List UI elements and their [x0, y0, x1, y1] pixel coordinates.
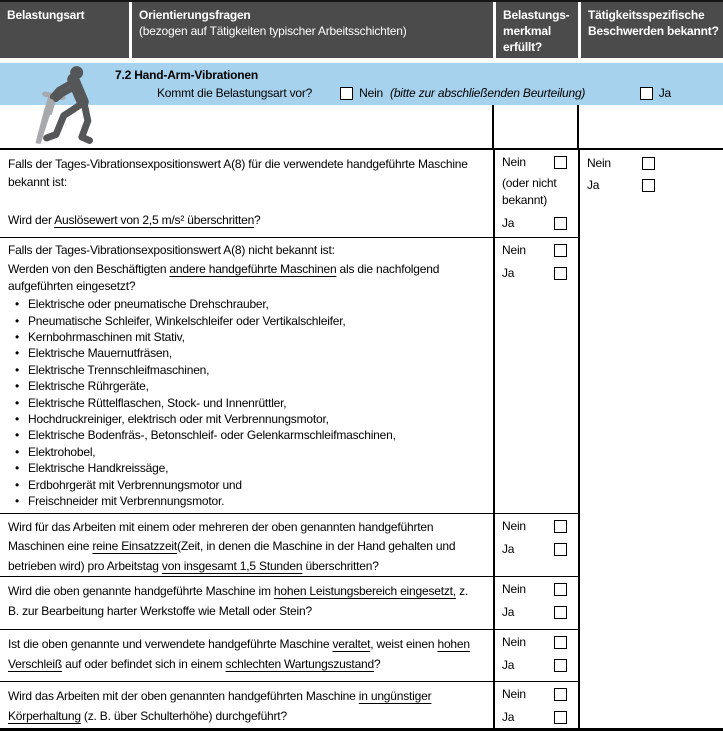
machine-list-item: • Elektrische Rührgeräte, — [14, 378, 481, 394]
phrase: ? — [254, 213, 261, 227]
question-4-text — [0, 577, 493, 629]
section-banner — [0, 63, 723, 105]
answer-line — [587, 156, 655, 170]
row3-merkmal-nein-checkbox[interactable] — [554, 520, 567, 533]
worker-with-jackhammer-icon — [6, 64, 94, 150]
answer-line — [502, 519, 567, 533]
row5-merkmal-nein-checkbox[interactable] — [554, 636, 567, 649]
row3-merkmal-ja-checkbox[interactable] — [554, 543, 567, 556]
row4-merkmal-nein-checkbox[interactable] — [554, 583, 567, 596]
phrase: Wird das Arbeiten mit der oben genannten handgeführten Maschine — [8, 689, 359, 703]
row4-merkmal-ja-checkbox[interactable] — [554, 606, 567, 619]
row1-beschwerden-nein-checkbox[interactable] — [642, 157, 655, 170]
underlined-phrase: hohen Leistungsbereich eingesetzt, — [273, 584, 456, 598]
answer-line — [502, 605, 567, 619]
row6-merkmal-ja-label: Ja — [502, 710, 515, 724]
question-1-text — [8, 211, 481, 233]
header-cell-belastungsmerkmal: Belastungs-merkmal erfüllt? — [493, 2, 578, 58]
phrase: Falls der Tages-Vibrationsexpositionswert A(8) für die verwendete handgeführte Maschine bekannt ist: — [8, 157, 468, 189]
question-row-5 — [0, 630, 578, 682]
answer-line — [502, 582, 567, 596]
row1-merkmal-nein-checkbox[interactable] — [554, 156, 567, 169]
answer-1-cell — [493, 150, 578, 237]
machine-list-item: • Elektrische Rüttelflaschen, Stock- und Innenrüttler, — [14, 395, 481, 411]
question-2-lead — [8, 242, 481, 258]
beschwerden-column — [578, 150, 723, 728]
phrase: (z. B. über Schulterhöhe) durchgeführt? — [80, 709, 287, 723]
question-1-lead — [8, 155, 481, 191]
question-1-cell — [0, 150, 493, 237]
row1-beschwerden-ja-checkbox[interactable] — [642, 179, 655, 192]
header-orientierungsfragen-sub: (bezogen auf Tätigkeiten typischer Arbeitsschichten) — [139, 24, 407, 38]
underlined-phrase: Auslösewert von 2,5 m/s² überschritten — [54, 213, 255, 227]
phrase: als die nachfolgend aufgeführten eingesetzt? — [8, 262, 440, 293]
machine-list-item: • Elektrohobel, — [14, 444, 481, 460]
phrase: ? — [374, 657, 381, 671]
table-header — [0, 2, 723, 58]
underlined-phrase: andere handgeführte Maschinen — [169, 262, 337, 277]
header-cell-orientierungsfragen — [129, 2, 493, 58]
answer-6-cell — [493, 682, 578, 728]
machine-list-item: • Pneumatische Schleifer, Winkelschleifer oder Vertikalschleifer, — [14, 313, 481, 329]
section-nein-note: (bitte zur abschließenden Beurteilung) — [390, 86, 586, 100]
underlined-phrase: in ungünstiger Körperhaltung — [8, 689, 432, 723]
question-row-2 — [0, 238, 578, 514]
section-title: 7.2 Hand-Arm-Vibrationen — [115, 68, 259, 82]
row1-merkmal-nein-label: Nein — [502, 155, 526, 169]
phrase: Falls der Tages-Vibrationsexpositionswert A(8) nicht bekannt ist: — [8, 243, 335, 257]
underlined-phrase: veraltet — [332, 637, 371, 651]
answer-5-cell — [493, 630, 578, 681]
section-question: Kommt die Belastungsart vor? — [157, 86, 313, 100]
answer-line — [502, 542, 567, 556]
row5-merkmal-ja-checkbox[interactable] — [554, 659, 567, 672]
row5-merkmal-nein-label: Nein — [502, 635, 526, 649]
column-divider — [577, 105, 579, 148]
underlined-phrase: hohen Verschleiß — [8, 637, 470, 671]
answer-line — [502, 243, 567, 257]
section-ja-group — [612, 85, 671, 102]
machine-list-item: • Hochdruckreiniger, elektrisch oder mit Verbrennungsmotor, — [14, 411, 481, 427]
row1-merkmal-nein-note: (oder nicht bekannt) — [502, 176, 557, 207]
row2-merkmal-ja-label: Ja — [502, 266, 515, 280]
phrase: auf oder befindet sich in einem — [62, 657, 226, 671]
answer-line — [502, 266, 567, 280]
section-nein-checkbox[interactable] — [340, 87, 353, 100]
answer-4-cell — [493, 577, 578, 629]
row1-merkmal-ja-label: Ja — [502, 216, 515, 230]
machine-list-item: • Kernbohrmaschinen mit Stativ, — [14, 329, 481, 345]
machine-list — [14, 296, 481, 509]
question-3-text — [0, 514, 493, 576]
grid-gap-band — [0, 105, 723, 148]
phrase: , weist einen — [370, 637, 438, 651]
machine-list-item: • Elektrische oder pneumatische Drehschrauber, — [14, 296, 481, 312]
question-row-3 — [0, 514, 578, 577]
question-5-text — [0, 630, 493, 681]
phrase: Wird der — [8, 213, 55, 227]
question-row-1 — [0, 150, 578, 238]
question-row-6 — [0, 682, 578, 728]
answer-line — [502, 687, 567, 701]
phrase: z. B. zur Bearbeitung harter Werkstoffe wie Metall oder Stein? — [8, 584, 469, 618]
phrase: überschritten? — [302, 558, 379, 573]
machine-list-item: • Elektrische Bodenfräs-, Betonschleif- oder Gelenkarmschleifmaschinen, — [14, 427, 481, 443]
answer-line — [587, 178, 655, 192]
question-6-text — [0, 682, 493, 728]
row1-merkmal-ja-checkbox[interactable] — [554, 217, 567, 230]
section-question-line — [157, 85, 723, 102]
header-cell-beschwerden: Tätigkeitsspezifische Beschwerden bekannt? — [578, 2, 723, 58]
answer-2-cell — [493, 238, 578, 513]
answer-line — [502, 216, 567, 230]
question-rows — [0, 150, 578, 728]
underlined-phrase: reine Einsatzzeit — [92, 539, 178, 554]
question-2-text — [8, 261, 481, 294]
row2-merkmal-nein-label: Nein — [502, 243, 526, 257]
row6-merkmal-nein-checkbox[interactable] — [554, 688, 567, 701]
row2-merkmal-ja-checkbox[interactable] — [554, 267, 567, 280]
row6-merkmal-ja-checkbox[interactable] — [554, 711, 567, 724]
answer-line — [502, 635, 567, 649]
row1-beschwerden-ja-label: Ja — [587, 178, 600, 192]
machine-list-item: • Elektrische Handkreissäge, — [14, 460, 481, 476]
underlined-phrase: von insgesamt 1,5 Stunden — [161, 558, 303, 573]
question-row-4 — [0, 577, 578, 630]
phrase: Ist die oben genannte und verwendete handgeführte Maschine — [8, 637, 333, 651]
machine-list-item: • Elektrische Trennschleifmaschinen, — [14, 362, 481, 378]
section-ja-checkbox[interactable] — [640, 87, 653, 100]
header-orientierungsfragen-title: Orientierungsfragen — [139, 8, 251, 22]
row3-merkmal-ja-label: Ja — [502, 542, 515, 556]
row4-merkmal-nein-label: Nein — [502, 582, 526, 596]
question-table — [0, 148, 723, 731]
phrase: Werden von den Beschäftigten — [8, 262, 170, 277]
answer-line — [502, 658, 567, 672]
row3-merkmal-nein-label: Nein — [502, 519, 526, 533]
machine-list-item: • Erdbohrgerät mit Verbrennungsmotor und — [14, 477, 481, 493]
section-nein-label: Nein — [359, 86, 384, 100]
row1-beschwerden-nein-label: Nein — [587, 156, 611, 170]
answer-line — [502, 710, 567, 724]
row6-merkmal-nein-label: Nein — [502, 687, 526, 701]
row2-merkmal-nein-checkbox[interactable] — [554, 244, 567, 257]
row5-merkmal-ja-label: Ja — [502, 658, 515, 672]
phrase: Wird für das Arbeiten mit einem oder mehreren der oben genannten handgeführten Maschinen eine — [8, 520, 434, 554]
question-2-cell — [0, 238, 493, 513]
column-divider — [492, 105, 494, 148]
answer-3-cell — [493, 514, 578, 576]
underlined-phrase: schlechten Wartungszustand — [225, 657, 374, 671]
machine-list-item: • Elektrische Mauernutfräsen, — [14, 345, 481, 361]
header-cell-belastungsart: Belastungsart — [7, 8, 85, 22]
phrase: Wird die oben genannte handgeführte Maschine im — [8, 584, 274, 598]
answer-line — [502, 155, 567, 169]
row4-merkmal-ja-label: Ja — [502, 605, 515, 619]
phrase: (Zeit, in denen die Maschine in der Hand gehalten und betrieben wird) pro Arbeitstag — [8, 539, 456, 573]
machine-list-item: • Freischneider mit Verbrennungsmotor. — [14, 493, 481, 509]
section-ja-label: Ja — [658, 86, 671, 100]
